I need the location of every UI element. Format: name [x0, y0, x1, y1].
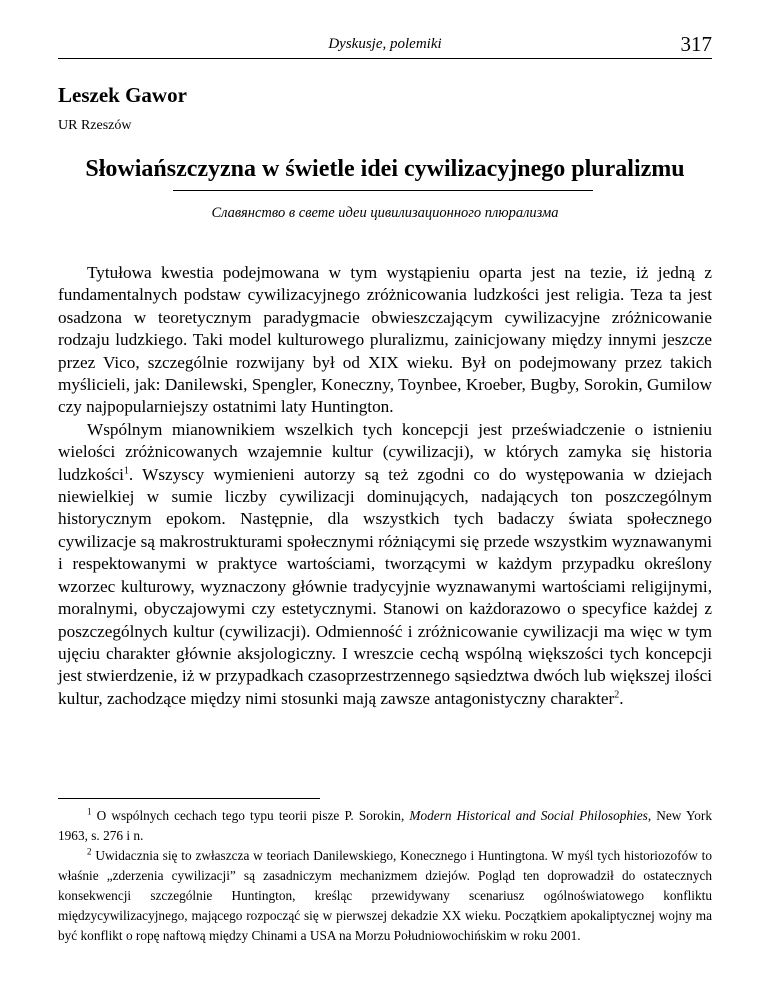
page-number: 317 [680, 32, 712, 56]
article-body [58, 262, 712, 710]
footnote-ref-1[interactable]: 1 [123, 464, 129, 476]
paragraph-2-text-b: . Wszyscy wymienieni autorzy są też zgodni co do występowania w dziejach niewielkiej w sumie liczby cywilizacji dominujących, nadających ton poszczególnym historycznym epokom. Następnie, dla wszystkich tych badaczy świata społecznego cywilizacje są makrostrukturami społecznymi różniącymi się przede wszystkim wyznawanymi i respektowanymi w praktyce wartościami, tworzącymi w każdym przypadku określony wzorzec kulturowy, wyznaczony głównie tradycyjnie wyznawanymi wartościami religijnymi, moralnymi, obyczajowymi czy estetycznymi. Stanowi on każdorazowo o specyfice każdej z poszczególnych kultur (cywilizacji). Odmienność i zróżnicowanie cywilizacji ma więc w tym ujęciu charakter głównie aksjologiczny. I wreszcie cechą wspólną większości tych koncepcji jest stwierdzenie, iż w przypadkach czasoprzestrzennego sąsiedztwa dwóch lub większej ilości kultur, zachodzące między nimi stosunki mają zawsze antagonistyczny charakter [58, 464, 712, 708]
author-name: Leszek Gawor [58, 83, 187, 107]
footnotes [58, 806, 712, 946]
footnote-divider [58, 798, 320, 799]
footnote-number: 1 [87, 806, 92, 817]
section-title: Dyskusje, polemiki [328, 36, 442, 52]
author-affiliation: UR Rzeszów [58, 118, 132, 133]
running-header [58, 34, 712, 59]
footnote-text: O wspólnych cechach tego typu teorii pisze P. Sorokin, [96, 808, 410, 823]
paragraph-2 [58, 419, 712, 710]
article-subtitle-russian: Славянство в свете идеи цивилизационного плюрализма [211, 205, 559, 221]
footnote-ref-2[interactable]: 2 [614, 688, 620, 700]
footnote-book-title: Modern Historical and Social Philosophies [409, 808, 648, 823]
paragraph-2-text-c: . [619, 688, 624, 708]
article-title: Słowiańszczyzna w świetle idei cywilizacyjnego pluralizmu [85, 156, 685, 182]
footnote-2 [58, 846, 712, 946]
footnote-number: 2 [87, 846, 92, 857]
title-divider [173, 190, 593, 191]
paragraph-1: Tytułowa kwestia podejmowana w tym wystąpieniu oparta jest na tezie, iż jedną z fundamentalnych podstaw cywilizacyjnego zróżnicowania ludzkości jest religia. Teza ta jest osadzona w teoretycznym paradygmacie obwieszczającym cywilizacyjne zróżnicowanie rodzaju ludzkiego. Taki model kulturowego pluralizmu, zainicjowany między innymi jeszcze przez Vico, szczególnie rozwijany był od XIX wieku. Był on podejmowany przez takich myślicieli, jak: Danilewski, Spengler, Koneczny, Toynbee, Kroeber, Bugby, Sorokin, Gumilow czy najpopularniejszy ostatnimi laty Huntington. [58, 263, 712, 417]
footnote-text: Uwidacznia się to zwłaszcza w teoriach Danilewskiego, Konecznego i Huntingtona. W myśl tych historiozofów to właśnie „zderzenia cywilizacji” są zasadniczym mechanizmem dziejów. Pogląd ten doprowadził do ostatecznych konsekwencji szczególnie Huntington, kreśląc przewidywany scenariusz ogólnoświatowego konfliktu międzycywilizacyjnego, mającego rozpocząć się w pierwszej dekadzie XX wieku. Początkiem apokaliptycznej wojny ma być konflikt o ropę naftową między Chinami a USA na Morzu Południowochińskim w roku 2001. [58, 848, 713, 943]
footnote-1 [58, 806, 712, 846]
footnote-text: , New York 1963, s. 276 i n. [58, 808, 713, 843]
paragraph-2-text-a: Wspólnym mianownikiem wszelkich tych koncepcji jest przeświadczenie o istnieniu wielości zróżnicowanych wzajemnie kultur (cywilizacji), w których zamyka się historia ludzkości [58, 419, 712, 484]
